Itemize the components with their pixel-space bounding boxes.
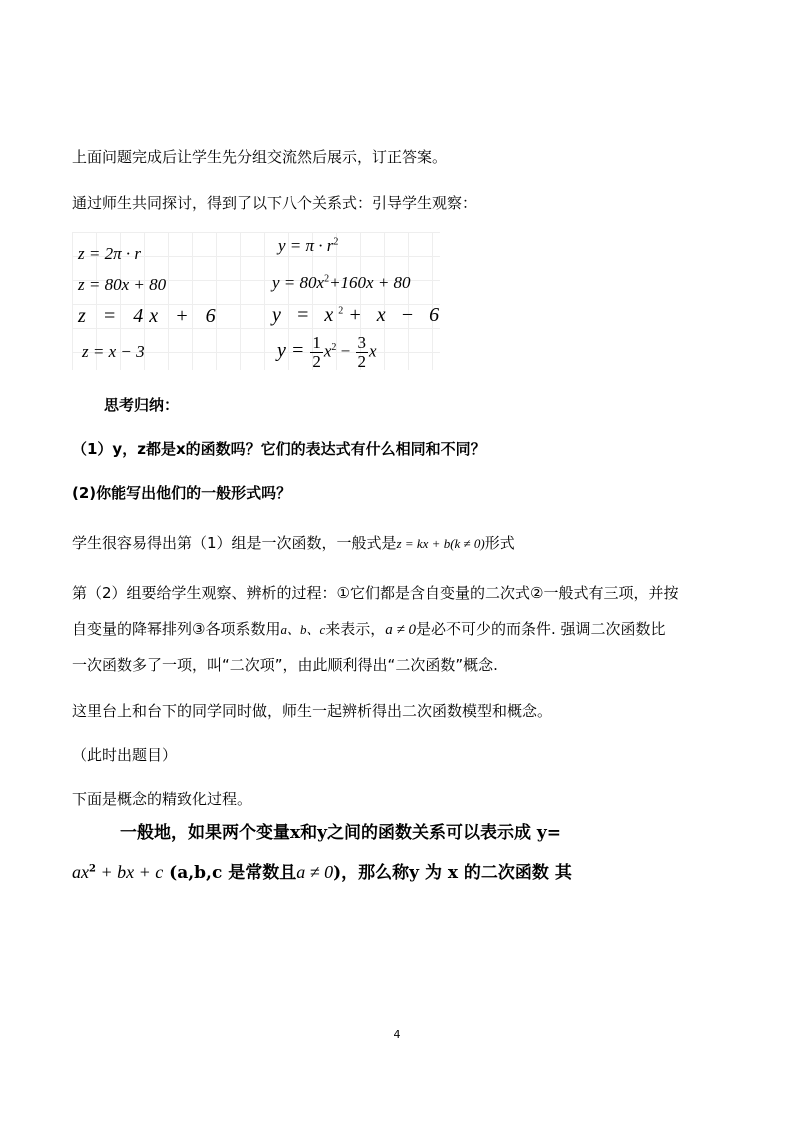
page-number: 4 xyxy=(393,1028,401,1041)
formula-right-4: y = $\frac{1}{2}$ $x^2$ − $\frac{3}{2}$ x xyxy=(277,333,377,371)
formula-grid xyxy=(72,232,445,371)
formula-left-1: z = 2π · r xyxy=(78,244,141,263)
question-1: （1）y，z都是x的函数吗？它们的表达式有什么相同和不同？ xyxy=(72,440,486,458)
paragraph-discussion: 上面问题完成后让学生先分组交流然后展示，订正答案。 xyxy=(72,148,448,166)
formula-left-2: z = 80x + 80 xyxy=(78,275,167,294)
formula-left-3: z = 4x + 6 xyxy=(78,305,222,327)
paragraph-refinement: 下面是概念的精致化过程。 xyxy=(72,790,253,808)
paragraph-classroom: 这里台上和台下的同学同时做，师生一起辨析得出二次函数模型和概念。 xyxy=(72,702,553,720)
formula-left-4: z = x − 3 xyxy=(82,342,145,361)
paragraph-linear-function: 学生很容易得出第（1）组是一次函数，一般式是z = kx + b(k ≠ 0)形式 xyxy=(72,534,515,552)
definition-line-2: $ax^2$ + bx + c (a,b,c 是常数且a ≠ 0)，那么称y 为 x 的二次函数 其 xyxy=(72,862,572,883)
formula-right-1: $y = \pi \cdot r^2$ xyxy=(278,236,339,255)
fraction-one-half: $\frac{1}{2}$ xyxy=(312,333,321,371)
paragraph-relations-intro: 通过师生共同探讨，得到了以下八个关系式：引导学生观察： xyxy=(72,194,478,212)
formula-right-3: $y = x^2+ x - 6$ xyxy=(272,304,445,326)
fraction-three-halves: $\frac{3}{2}$ xyxy=(357,333,367,371)
paragraph-exercise-note: （此时出题目） xyxy=(72,746,178,764)
paragraph-quadratic-line2: 自变量的降幂排列③各项系数用a、b、c来表示，a ≠ 0是必不可少的而条件. 强调二次函数比 xyxy=(72,620,666,638)
paragraph-quadratic-line1: 第（2）组要给学生观察、辨析的过程：①它们都是含自变量的二次式②一般式有三项，并按 xyxy=(72,584,679,602)
definition-line-1: 一般地，如果两个变量x和y之间的函数关系可以表示成 y= xyxy=(120,823,562,843)
paragraph-quadratic-line3: 一次函数多了一项，叫“二次项”，由此顺利得出“二次函数”概念. xyxy=(72,656,498,674)
formula-right-2: $y = 80x^2+160x + 80$ xyxy=(272,273,411,292)
heading-think: 思考归纳： xyxy=(104,396,180,414)
question-2: (2)你能写出他们的一般形式吗？ xyxy=(72,484,292,502)
